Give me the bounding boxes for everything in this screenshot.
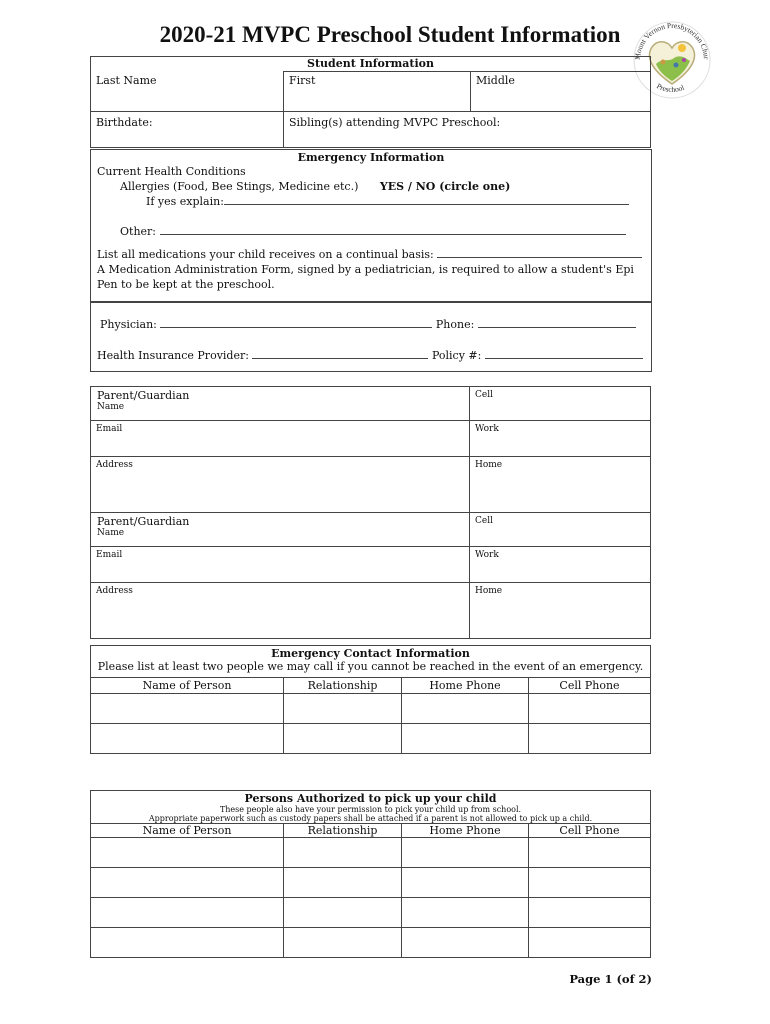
student-information-table — [90, 56, 651, 148]
ec-row2-name[interactable] — [91, 724, 284, 754]
ec-col-home-phone: Home Phone — [402, 678, 529, 694]
ap-row4-home-phone[interactable] — [402, 928, 529, 958]
ec-row1-relationship[interactable] — [284, 694, 402, 724]
parent1-address-label: Address — [96, 460, 133, 470]
siblings-field[interactable] — [284, 112, 651, 148]
parent1-email-field[interactable] — [91, 421, 470, 457]
ap-row2-relationship[interactable] — [284, 868, 402, 898]
physician-phone-input-line[interactable] — [478, 317, 636, 328]
parent1-address-field[interactable] — [91, 457, 470, 513]
parent2-email-field[interactable] — [91, 547, 470, 583]
physician-phone-label: Phone: — [435, 318, 475, 331]
insurance-label: Health Insurance Provider: — [97, 349, 249, 362]
ap-row1-cell-phone[interactable] — [529, 838, 651, 868]
policy-input-line[interactable] — [485, 348, 643, 359]
middle-name-field[interactable] — [471, 72, 651, 112]
ec-row2-relationship[interactable] — [284, 724, 402, 754]
ec-col-relationship: Relationship — [284, 678, 402, 694]
ap-row1-name[interactable] — [91, 838, 284, 868]
parent1-name-label: Name — [97, 402, 125, 412]
ap-col-name: Name of Person — [91, 824, 284, 838]
parent1-home-field[interactable] — [470, 457, 651, 513]
parent2-label: Parent/Guardian — [97, 515, 190, 528]
explain-input-line[interactable] — [224, 194, 629, 205]
logo-text-bottom: Preschool — [655, 81, 686, 95]
ec-row1-home-phone[interactable] — [402, 694, 529, 724]
parent2-address-field[interactable] — [91, 583, 470, 639]
policy-label: Policy #: — [431, 349, 482, 362]
ap-row2-name[interactable] — [91, 868, 284, 898]
ap-row3-name[interactable] — [91, 898, 284, 928]
health-conditions-label: Current Health Conditions — [97, 165, 246, 178]
emergency-contacts-table — [90, 645, 651, 754]
parent2-name-field[interactable] — [91, 513, 470, 547]
parent1-home-label: Home — [475, 460, 503, 470]
ap-row4-cell-phone[interactable] — [529, 928, 651, 958]
allergies-label: Allergies (Food, Bee Stings, Medicine etc.) — [120, 180, 359, 193]
ec-row2-cell-phone[interactable] — [529, 724, 651, 754]
student-info-header: Student Information — [91, 57, 651, 72]
yes-no-option[interactable]: YES / NO (circle one) — [379, 180, 511, 193]
ap-row2-home-phone[interactable] — [402, 868, 529, 898]
parent1-cell-field[interactable] — [470, 387, 651, 421]
parent2-home-field[interactable] — [470, 583, 651, 639]
parent2-cell-field[interactable] — [470, 513, 651, 547]
parent2-work-field[interactable] — [470, 547, 651, 583]
ap-col-relationship: Relationship — [284, 824, 402, 838]
authorized-pickup-table — [90, 790, 651, 958]
parent2-work-label: Work — [475, 550, 499, 560]
first-name-field[interactable] — [284, 72, 471, 112]
other-label: Other: — [120, 225, 156, 238]
logo-text-top: Mount Vernon Presbyterian Chur — [632, 20, 712, 61]
ap-col-home-phone: Home Phone — [402, 824, 529, 838]
ap-col-cell-phone: Cell Phone — [529, 824, 651, 838]
explain-label: If yes explain: — [146, 195, 224, 208]
last-name-field[interactable] — [91, 72, 284, 112]
parent-guardian-1-table — [90, 386, 651, 639]
physician-insurance-box — [90, 302, 652, 372]
emergency-contacts-note: Please list at least two people we may call if you cannot be reached in the event of an emergency. — [97, 660, 644, 673]
last-name-label: Last Name — [96, 73, 157, 87]
page-title: 2020-21 MVPC Preschool Student Information — [159, 22, 621, 47]
parent1-email-label: Email — [96, 424, 123, 434]
birthdate-field[interactable] — [91, 112, 284, 148]
other-input-line[interactable] — [160, 224, 626, 235]
authorized-note-1: These people also have your permission to pick your child up from school. — [219, 805, 522, 814]
parent1-label: Parent/Guardian — [97, 389, 190, 402]
parent1-name-field[interactable] — [91, 387, 470, 421]
ap-row2-cell-phone[interactable] — [529, 868, 651, 898]
medications-input-line[interactable] — [437, 247, 642, 258]
parent1-work-field[interactable] — [470, 421, 651, 457]
emergency-info-header: Emergency Information — [297, 151, 445, 164]
birthdate-label: Birthdate: — [96, 116, 153, 129]
ec-row1-name[interactable] — [91, 694, 284, 724]
parent2-email-label: Email — [96, 550, 123, 560]
authorized-header-cell — [91, 791, 651, 824]
parent2-cell-label: Cell — [475, 516, 493, 526]
parent1-work-label: Work — [475, 424, 499, 434]
emergency-contacts-header: Emergency Contact Information — [271, 647, 470, 660]
ap-row4-name[interactable] — [91, 928, 284, 958]
ap-row1-home-phone[interactable] — [402, 838, 529, 868]
ap-row1-relationship[interactable] — [284, 838, 402, 868]
authorized-note-2: Appropriate paperwork such as custody papers shall be attached if a parent is not allowed to pick up a child. — [148, 814, 593, 823]
ec-col-name: Name of Person — [91, 678, 284, 694]
ap-row3-home-phone[interactable] — [402, 898, 529, 928]
siblings-label: Sibling(s) attending MVPC Preschool: — [289, 116, 501, 129]
parent2-address-label: Address — [96, 586, 133, 596]
authorized-header: Persons Authorized to pick up your child — [244, 792, 497, 805]
ec-row2-home-phone[interactable] — [402, 724, 529, 754]
medication-form-note: A Medication Administration Form, signed by a pediatrician, is required to allow a student's Epi Pen to be kept at the preschool. — [97, 263, 634, 291]
parent1-cell-label: Cell — [475, 390, 493, 400]
medications-label: List all medications your child receives on a continual basis: — [97, 248, 434, 261]
ec-row1-cell-phone[interactable] — [529, 694, 651, 724]
emergency-information-box — [90, 149, 652, 302]
physician-input-line[interactable] — [160, 317, 432, 328]
physician-label: Physician: — [100, 318, 157, 331]
ec-col-cell-phone: Cell Phone — [529, 678, 651, 694]
middle-name-label: Middle — [476, 74, 515, 87]
ap-row3-relationship[interactable] — [284, 898, 402, 928]
parent2-name-label: Name — [97, 528, 125, 538]
ap-row3-cell-phone[interactable] — [529, 898, 651, 928]
first-name-label: First — [289, 74, 316, 87]
parent2-home-label: Home — [475, 586, 503, 596]
insurance-input-line[interactable] — [252, 348, 428, 359]
page-number: Page 1 (of 2) — [569, 972, 652, 986]
emergency-contacts-header-cell — [91, 646, 651, 678]
ap-row4-relationship[interactable] — [284, 928, 402, 958]
